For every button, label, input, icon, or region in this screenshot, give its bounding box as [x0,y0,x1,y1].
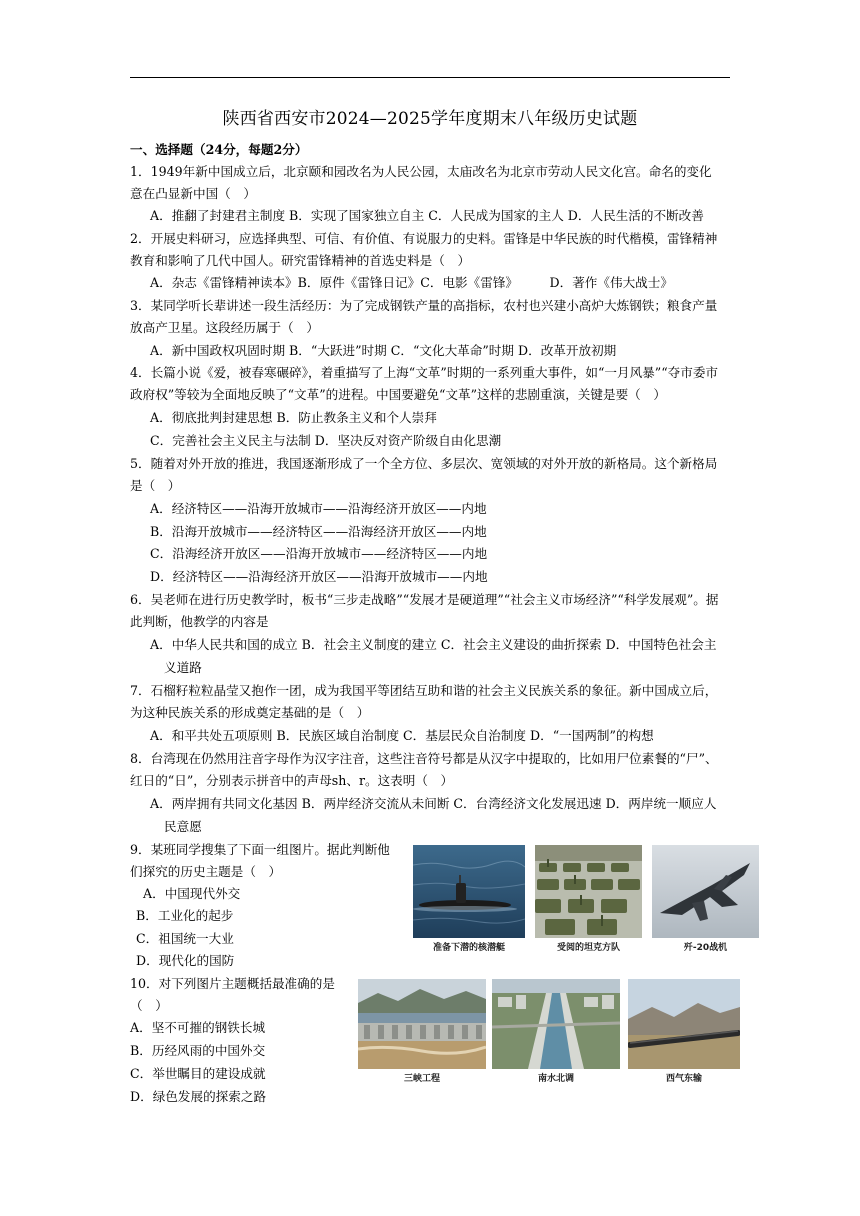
q8-stem-line1: 8．台湾现在仍然用注音字母作为汉字注音，这些注音符号都是从汉字中提取的，比如用尸位素餐的“尸”、 [130,751,718,766]
j20-fighter-photo [652,845,759,938]
page-title: 陕西省西安市2024—2025学年度期末八年级历史试题 [222,109,638,129]
q10-option-d: D．绿色发展的探索之路 [130,1089,267,1104]
q9-option-a: A．中国现代外交 [143,886,241,901]
q2-stem-line1: 2．开展史料研习，应选择典型、可信、有价值、有说服力的史料。雷锋是中华民族的时代楷模，雷锋精神 [130,231,718,246]
q7-stem-line2: 为这种民族关系的形成奠定基础的是（ ） [130,705,370,720]
q6-stem-line1: 6．吴老师在进行历史教学时，板书“三步走战略”“发展才是硬道理”“社会主义市场经济”“科学发展观”。据 [130,592,719,607]
q7-options: A．和平共处五项原则 B．民族区域自治制度 C．基层民众自治制度 D．“一国两制”的构想 [150,728,654,743]
q5-option-b: B．沿海开放城市——经济特区——沿海经济开放区——内地 [150,524,487,539]
q1-stem-line2: 意在凸显新中国（ ） [130,186,256,201]
south-north-water-diversion-photo [492,979,620,1069]
q2-stem-line2: 教育和影响了几代中国人。研究雷锋精神的首选史料是（ ） [130,253,471,268]
q10-caption-three-gorges: 三峡工程 [403,1074,440,1084]
q10-option-b: B．历经风雨的中国外交 [130,1043,266,1058]
q10-stem-line2: （ ） [130,998,168,1013]
q10-caption-gas-pipeline: 西气东输 [665,1074,702,1084]
q6-options-line1: A．中华人民共和国的成立 B．社会主义制度的建立 C．社会主义建设的曲折探索 D．中国特色社会主 [150,637,717,652]
q8-stem-line2: 红日的“日”，分别表示拼音中的声母sh、r。这表明（ ） [130,773,454,788]
q9-stem-line1: 9．某班同学搜集了下面一组图片。据此判断他 [130,842,390,857]
q9-option-c: C．祖国统一大业 [136,931,234,946]
q10-option-a: A．坚不可摧的钢铁长城 [130,1020,266,1035]
q9-caption-tanks: 受阅的坦克方队 [556,943,620,953]
q5-option-d: D．经济特区——沿海经济开放区——沿海开放城市——内地 [150,569,488,584]
q9-option-b: B．工业化的起步 [136,908,234,923]
section-heading: 一、选择题（24分，每题2分） [130,142,308,157]
west-east-gas-pipeline-photo [628,979,740,1069]
q9-caption-submarine: 准备下潜的核潜艇 [432,943,505,953]
q4-stem-line1: 4．长篇小说《爱，被春寒碾碎》，着重描写了上海“文革”时期的一系列重大事件，如“一月风暴”“夺市委市 [130,365,719,380]
q3-stem-line1: 3．某同学听长辈讲述一段生活经历：为了完成钢铁产量的高指标，农村也兴建小高炉大炼钢铁；粮食产量 [130,298,718,313]
q10-stem-line1: 10．对下列图片主题概括最准确的是 [130,976,335,991]
q9-caption-fighter: 歼-20战机 [683,943,728,953]
q9-stem-line2: 们探究的历史主题是（ ） [130,864,282,879]
q6-options-line2: 义道路 [164,660,202,675]
tank-parade-photo [535,845,642,938]
q5-option-a: A．经济特区——沿海开放城市——沿海经济开放区——内地 [150,501,487,516]
q9-option-d: D．现代化的国防 [136,953,235,968]
q3-options: A．新中国政权巩固时期 B．“大跃进”时期 C．“文化大革命”时期 D．改革开放初期 [150,343,617,358]
q5-stem-line1: 5．随着对外开放的推进，我国逐渐形成了一个全方位、多层次、宽领域的对外开放的新格局。这个新格局 [130,456,718,471]
q4-options-line2: C．完善社会主义民主与法制 D．坚决反对资产阶级自由化思潮 [150,433,502,448]
submarine-photo [413,845,525,938]
q5-option-c: C．沿海经济开放区——沿海开放城市——经济特区——内地 [150,546,488,561]
q8-options-line1: A．两岸拥有共同文化基因 B．两岸经济交流从未间断 C．台湾经济文化发展迅速 D．两岸统一顺应人 [150,796,717,811]
header-rule [130,77,730,78]
q3-stem-line2: 放高产卫星。这段经历属于（ ） [130,320,319,335]
q5-stem-line2: 是（ ） [130,478,181,493]
q1-stem-line1: 1．1949年新中国成立后，北京颐和园改名为人民公园，太庙改名为北京市劳动人民文化宫。命名的变化 [130,164,712,179]
q4-stem-line2: 政府权”等较为全面地反映了“文革”的进程。中国要避免“文革”这样的悲剧重演，关键是要（ ） [130,387,666,402]
q7-stem-line1: 7．石榴籽粒粒晶莹又抱作一团，成为我国平等团结互助和谐的社会主义民族关系的象征。新中国成立后， [130,683,718,698]
q10-option-c: C．举世瞩目的建设成就 [130,1066,266,1081]
q2-options: A．杂志《雷锋精神读本》B．原件《雷锋日记》C．电影《雷锋》 D．著作《伟大战士》 [150,275,673,290]
q8-options-line2: 民意愿 [164,819,202,834]
q6-stem-line2: 此判断，他教学的内容是 [130,614,269,629]
q4-options-line1: A．彻底批判封建思想 B．防止教条主义和个人崇拜 [150,410,437,425]
three-gorges-dam-photo [358,979,486,1069]
q1-options: A．推翻了封建君主制度 B．实现了国家独立自主 C．人民成为国家的主人 D．人民生活的不断改善 [150,208,704,223]
q10-caption-water-diversion: 南水北调 [537,1074,574,1084]
